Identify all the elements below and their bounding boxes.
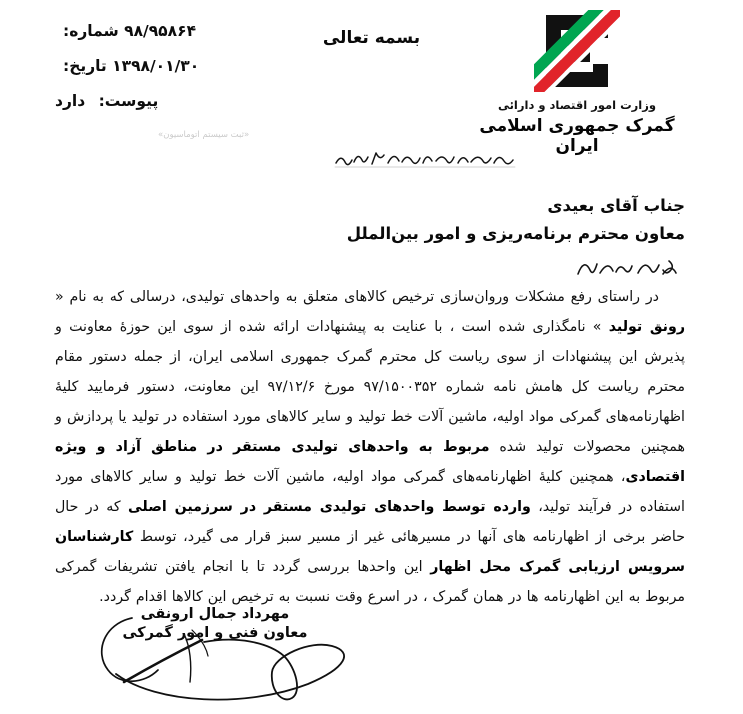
organization-logo-block — [457, 10, 697, 156]
letter-attachment-value: دارد — [55, 92, 86, 110]
letter-date-label: تاریخ: — [63, 57, 107, 75]
irica-customs-logo-icon — [534, 10, 620, 92]
handwritten-annotation-icon — [330, 143, 530, 173]
signature-block — [0, 606, 430, 641]
letter-attachment-row — [55, 92, 315, 110]
letter-body: در راستای رفع مشکلات وروان‌سازی ترخیص کالاهای متعلق به واحدهای تولیدی، درسالی که به نام « رونق تولید » نامگذاری شده است ، با عنایت به پیشنهادات ارائه شده از سوی این حوزهٔ معاونت و پذیرش این پیشنهادات از سوی ریاست کل محترم گمرک جمهوری اسلامی ایران، از جمله دستور مقام محترم ریاست کل هامش نامه شماره ۹۷/۱۵۰۰۳۵۲ مورخ ۹۷/۱۲/۶ این معاونت، دستور فرمایید کلیهٔ اظهارنامه‌های گمرکی مواد اولیه، ماشین آلات خط تولید و سایر کالاهای مورد استفاده در تولید یا پردازش و همچنین محصولات تولید شده مربوط به واحدهای تولیدی مستقر در مناطق آزاد و ویژه اقتصادی، همچنین کلیهٔ اظهارنامه‌های گمرکی مواد اولیه، ماشین آلات خط تولید و سایر کالاهای مورد استفاده در فرآیند تولید، وارده توسط واحدهای تولیدی مستقر در سرزمین اصلی که در حال حاضر برخی از اظهارنامه های آنها در مسیرهائی غیر از مسیر سبز قرار می گیرد، توسط کارشناسان سرویس ارزیابی گمرک محل اظهار این واحدها بررسی گردد تا با انجام یافتن تشریفات گمرکی مربوط به این اظهارنامه ها در همان گمرک ، در اسرع وقت نسبت به ترخیص این کالاها اقدام گردد. — [55, 289, 685, 605]
letter-number-value: ۹۸/۹۵۸۶۴ — [124, 22, 197, 40]
letter-number-label: شماره: — [63, 22, 119, 40]
signatory-title: معاون فنی و امور گمرکی — [122, 625, 308, 641]
addressee-block — [265, 196, 685, 243]
addressee-title: معاون محترم برنامه‌ریزی و امور بین‌الملل — [346, 224, 685, 243]
addressee-name: جناب آقای بعیدی — [547, 196, 685, 215]
signatory-name: مهرداد جمال ارونقی — [140, 606, 290, 622]
automation-stamp-note: «ثبت سیستم اتوماسیون» — [158, 130, 250, 140]
document-header — [0, 0, 743, 160]
letter-date-value: ۱۳۹۸/۰۱/۳۰ — [112, 57, 200, 75]
invocation-text: بسمه تعالی — [322, 28, 421, 48]
handwritten-greeting-icon — [568, 252, 688, 280]
letter-attachment-label: پیوست: — [98, 92, 159, 110]
letter-date-row — [55, 57, 315, 75]
ministry-name: وزارت امور اقتصاد و دارائی — [497, 98, 657, 112]
organization-name: گمرک جمهوری اسلامی ایران — [479, 116, 675, 156]
